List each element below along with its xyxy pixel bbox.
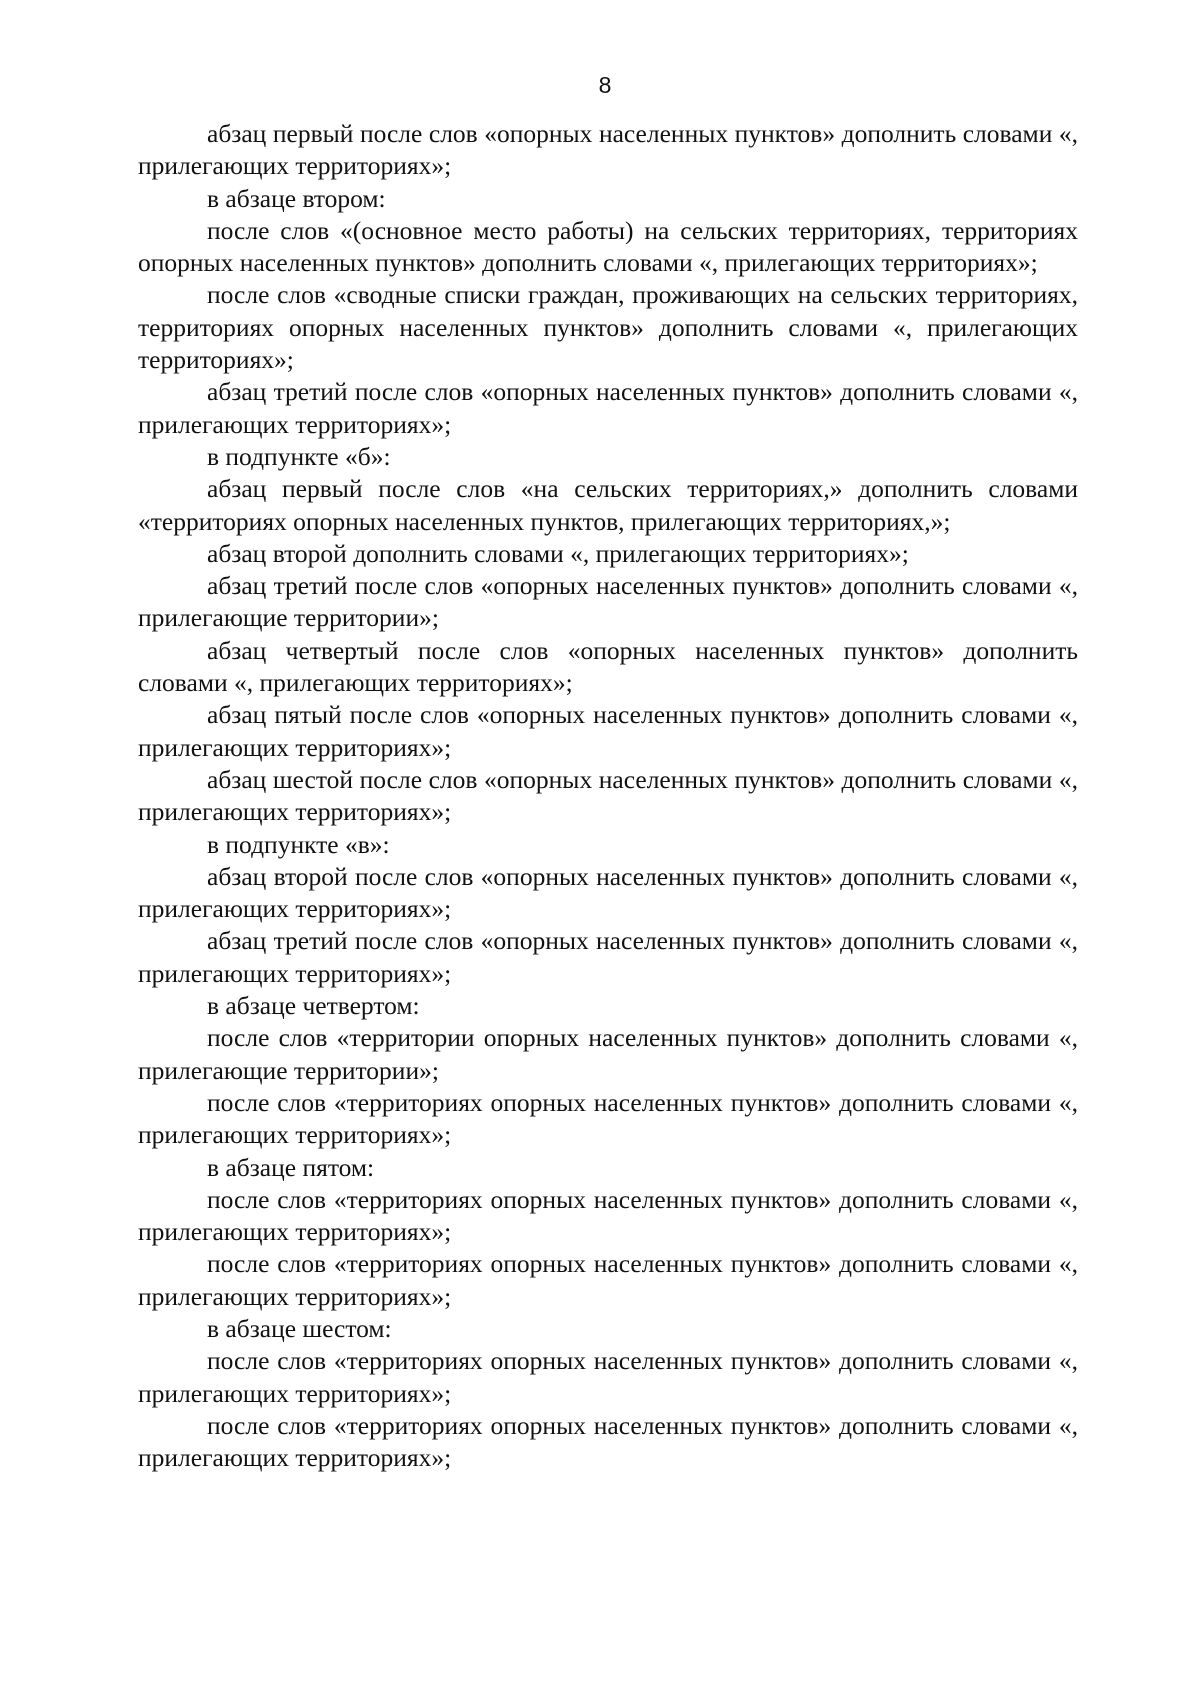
paragraph: абзац второй дополнить словами «, прилегающих территориях»; [207,538,909,568]
paragraph: в абзаце втором: [207,183,386,213]
paragraph: в подпункте «в»: [207,829,390,859]
paragraph: после слов «(основное место работы) на сельских территориях, территориях опорных населенных пунктов» дополнить словами «, прилегающих территориях»; [138,215,1078,278]
paragraph: абзац шестой после слов «опорных населенных пунктов» дополнить словами «, прилегающих территориях»; [138,764,1078,827]
paragraph: в абзаце шестом: [207,1313,392,1343]
paragraph: абзац третий после слов «опорных населенных пунктов» дополнить словами «, прилегающих территориях»; [138,926,1078,988]
paragraph: после слов «территориях опорных населенных пунктов» дополнить словами «, прилегающих территориях»; [138,1249,1078,1311]
paragraph: в абзаце пятом: [207,1152,375,1182]
paragraph: абзац третий после слов «опорных населенных пунктов» дополнить словами «, прилегающие территории»; [138,571,1078,633]
paragraph: после слов «территориях опорных населенных пунктов» дополнить словами «, прилегающих территориях»; [138,1346,1078,1408]
paragraph: абзац второй после слов «опорных населенных пунктов» дополнить словами «, прилегающих территориях»; [138,861,1078,924]
paragraph: после слов «территориях опорных населенных пунктов» дополнить словами «, прилегающих территориях»; [138,1410,1078,1473]
paragraph: абзац первый после слов «опорных населенных пунктов» дополнить словами «, прилегающих территориях»; [138,119,1078,181]
document-body [138,118,1078,1474]
paragraph: после слов «территориях опорных населенных пунктов» дополнить словами «, прилегающих территориях»; [138,1087,1078,1150]
paragraph: в подпункте «б»: [207,441,391,471]
paragraph: абзац четвертый после слов «опорных населенных пунктов» дополнить словами «, прилегающих территориях»; [138,635,1078,698]
paragraph: абзац пятый после слов «опорных населенных пунктов» дополнить словами «, прилегающих территориях»; [138,700,1078,762]
page-number: 8 [598,72,612,98]
paragraph: после слов «территории опорных населенных пунктов» дополнить словами «, прилегающие территории»; [138,1023,1078,1085]
paragraph: после слов «сводные списки граждан, проживающих на сельских территориях, территориях опорных населенных пунктов» дополнить словами «, прилегающих территориях»; [138,280,1078,375]
paragraph: абзац третий после слов «опорных населенных пунктов» дополнить словами «, прилегающих территориях»; [138,377,1078,439]
paragraph: после слов «территориях опорных населенных пунктов» дополнить словами «, прилегающих территориях»; [138,1184,1078,1247]
paragraph: в абзаце четвертом: [207,991,420,1021]
paragraph: абзац первый после слов «на сельских территориях,» дополнить словами «территориях опорных населенных пунктов, прилегающих территориях,»; [138,474,1078,536]
